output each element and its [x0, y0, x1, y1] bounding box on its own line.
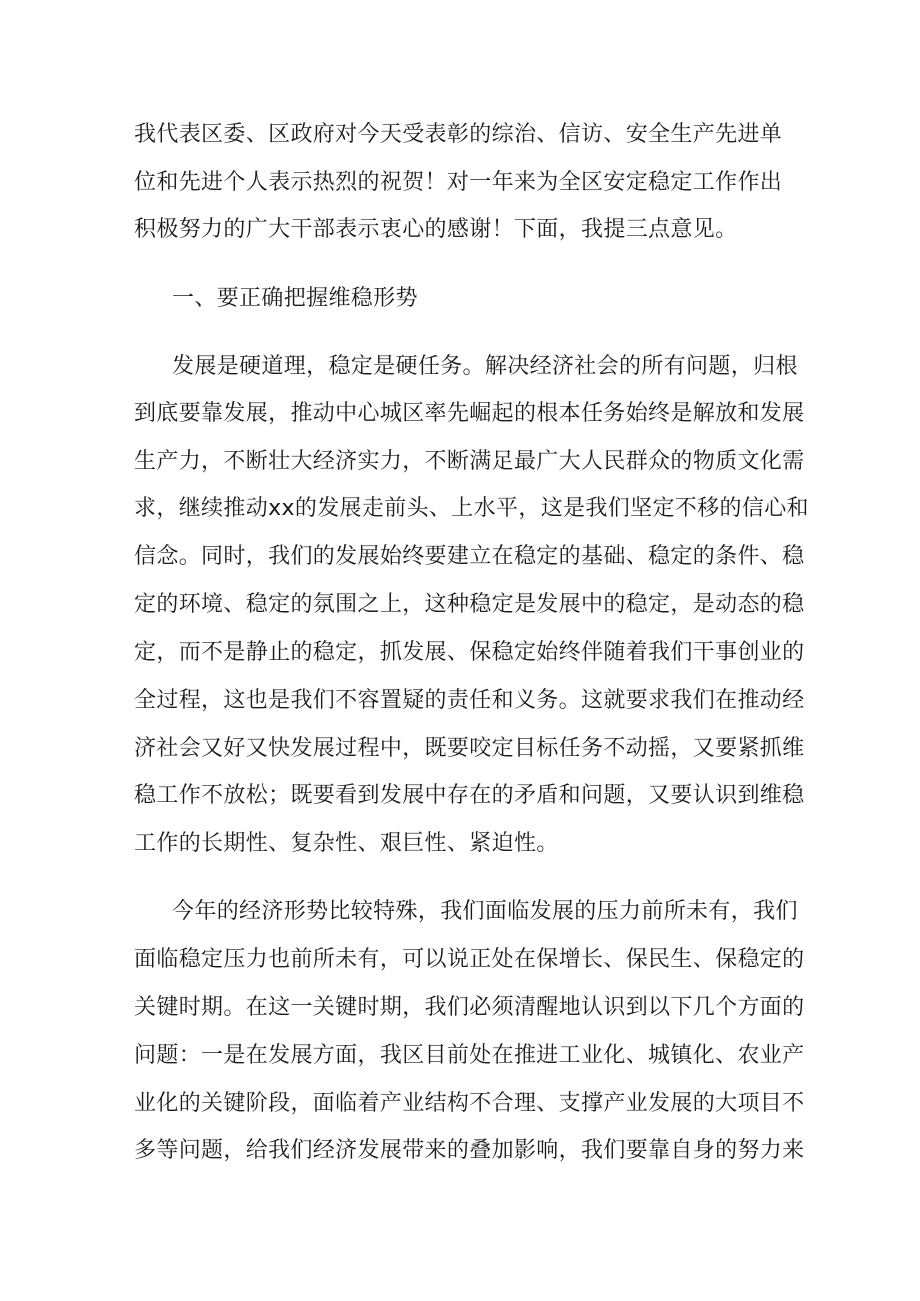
- paragraph-text: 积极努力的广大干部表示衷心的感谢！下面，我提三点意见。: [134, 217, 738, 242]
- paragraph-line: [0, 111, 920, 159]
- paragraph-line: [0, 629, 920, 677]
- paragraph-line: [0, 533, 920, 581]
- paragraph-line: [0, 1080, 920, 1128]
- paragraph-text: 济社会又好又快发展过程中，既要咬定目标任务不动摇，又要紧抓维: [134, 736, 805, 761]
- paragraph-line: [0, 159, 920, 207]
- paragraph-text: 稳工作不放松；既要看到发展中存在的矛盾和问题，又要认识到维稳: [134, 783, 805, 808]
- paragraph-line: [0, 206, 920, 254]
- paragraph-text: 面临稳定压力也前所未有，可以说正处在保增长、保民生、保稳定的: [134, 947, 805, 972]
- paragraph-text: 发展是硬道理，稳定是硬任务。解决经济社会的所有问题，归根: [172, 354, 798, 379]
- paragraph-text: 位和先进个人表示热烈的祝贺！对一年来为全区安定稳定工作作出: [134, 170, 783, 195]
- paragraph-line: [0, 343, 920, 391]
- section-heading: [0, 275, 920, 323]
- paragraph-line: [0, 936, 920, 984]
- paragraph-text: 我代表区委、区政府对今天受表彰的综治、信访、安全生产先进单: [134, 122, 783, 147]
- paragraph-text: 到底要靠发展，推动中心城区率先崛起的根本任务始终是解放和发展: [134, 401, 805, 426]
- paragraph-text: 业化的关键阶段，面临着产业结构不合理、支撑产业发展的大项目不: [134, 1091, 805, 1116]
- paragraph-text: 生产力，不断壮大经济实力，不断满足最广大人民群众的物质文化需: [134, 449, 805, 474]
- paragraph-line: [0, 1032, 920, 1080]
- paragraph-text: 问题：一是在发展方面，我区目前处在推进工业化、城镇化、农业产: [134, 1043, 805, 1068]
- paragraph-line: [0, 581, 920, 629]
- paragraph-line: [0, 725, 920, 773]
- paragraph-text: 定的环境、稳定的氛围之上，这种稳定是发展中的稳定，是动态的稳: [134, 592, 805, 617]
- paragraph-line: [0, 438, 920, 486]
- paragraph-line: [0, 485, 920, 533]
- paragraph-text: 求，继续推动xx的发展走前头、上水平，这是我们坚定不移的信心和: [134, 496, 809, 521]
- paragraph-text: 今年的经济形势比较特殊，我们面临发展的压力前所未有，我们: [172, 899, 798, 924]
- paragraph-text: 关键时期。在这一关键时期，我们必须清醒地认识到以下几个方面的: [134, 995, 805, 1020]
- paragraph-line: [0, 888, 920, 936]
- paragraph-line: [0, 677, 920, 725]
- paragraph-text: 定，而不是静止的稳定，抓发展、保稳定始终伴随着我们干事创业的: [134, 640, 805, 665]
- paragraph-line: [0, 1127, 920, 1175]
- paragraph-line: [0, 984, 920, 1032]
- paragraph-text: 工作的长期性、复杂性、艰巨性、紧迫性。: [134, 831, 559, 856]
- paragraph-line: [0, 390, 920, 438]
- paragraph-text: 信念。同时，我们的发展始终要建立在稳定的基础、稳定的条件、稳: [134, 544, 805, 569]
- section-heading-text: 一、要正确把握维稳形势: [172, 286, 418, 311]
- paragraph-line: [0, 772, 920, 820]
- paragraph-line: [0, 820, 920, 868]
- paragraph-text: 全过程，这也是我们不容置疑的责任和义务。这就要求我们在推动经: [134, 688, 805, 713]
- paragraph-text: 多等问题，给我们经济发展带来的叠加影响，我们要靠自身的努力来: [134, 1138, 805, 1163]
